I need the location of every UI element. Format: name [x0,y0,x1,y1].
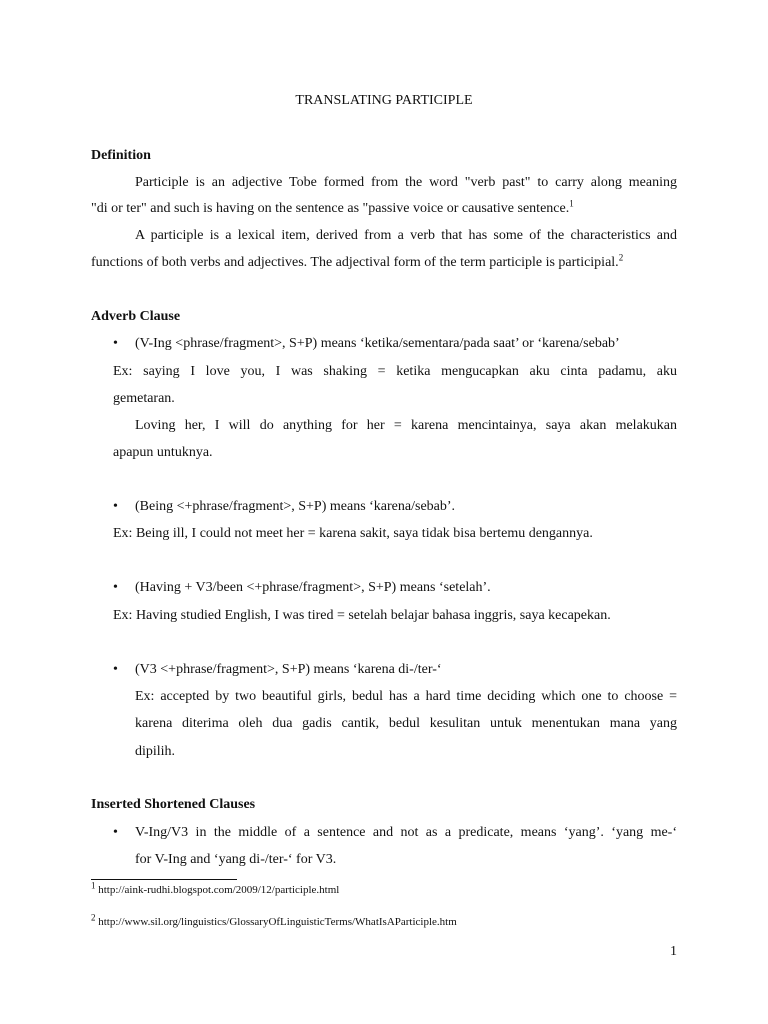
adverb-b1-example2-line2: apapun untuknya. [113,445,213,460]
page-number: 1 [670,944,677,959]
definition-p2-line1: A participle is a lexical item, derived from a verb that has some of the characteristics and [135,228,677,243]
definition-heading: Definition [91,148,151,163]
footnote-1: $^1$ http://aink-rudhi.blogspot.com/2009/12/participle.html [91,880,340,896]
adverb-b4-example-line1: Ex: accepted by two beautiful girls, bedul has a hard time deciding which one to choose = [135,689,677,704]
bullet-marker: • [113,336,118,351]
adverb-bullet-3: (Having + V3/been <+phrase/fragment>, S+P) means ‘setelah’. [135,580,491,595]
adverb-b2-example: Ex: Being ill, I could not meet her = karena sakit, saya tidak bisa bertemu dengannya. [113,526,593,541]
footnote-1-link[interactable]: http://aink-rudhi.blogspot.com/2009/12/participle.html [98,884,340,896]
bullet-marker: • [113,825,118,840]
bullet-marker: • [113,662,118,677]
definition-p1-line2: "di or ter" and such is having on the sentence as "passive voice or causative sentence.$^1$ [91,198,574,216]
adverb-bullet-2: (Being <+phrase/fragment>, S+P) means ‘karena/sebab’. [135,499,456,514]
footnote-2-link[interactable]: http://www.sil.org/linguistics/GlossaryOfLinguisticTerms/WhatIsAParticiple.htm [98,916,457,928]
adverb-bullet-1: (V-Ing <phrase/fragment>, S+P) means ‘ketika/sementara/pada saat’ or ‘karena/sebab’ [135,336,620,351]
inserted-bullet-1-line2: for V-Ing and ‘yang di-/ter-‘ for V3. [135,852,337,867]
bullet-marker: • [113,499,118,514]
adverb-b3-example: Ex: Having studied English, I was tired = setelah belajar bahasa inggris, saya kecapekan. [113,608,611,623]
definition-p1-line1: Participle is an adjective Tobe formed from the word "verb past" to carry along meaning [135,175,677,190]
adverb-b4-example-line3: dipilih. [135,744,176,759]
footnote-2: $^2$ http://www.sil.org/linguistics/GlossaryOfLinguisticTerms/WhatIsAParticiple.htm [91,912,457,928]
document-title: TRANSLATING PARTICIPLE [295,93,473,108]
inserted-bullet-1-line1: V-Ing/V3 in the middle of a sentence and not as a predicate, means ‘yang’. ‘yang me-‘ [135,825,677,840]
footnote-ref-1[interactable]: 1 [569,198,574,209]
adverb-b1-example2-line1: Loving her, I will do anything for her = karena mencintainya, saya akan melakukan [135,418,677,433]
inserted-clauses-heading: Inserted Shortened Clauses [91,797,256,812]
adverb-b4-example-line2: karena diterima oleh dua gadis cantik, bedul kesulitan untuk menentukan mana yang [135,716,677,731]
adverb-b1-example-line1: Ex: saying I love you, I was shaking = ketika mengucapkan aku cinta padamu, aku [113,364,677,379]
footnote-ref-2[interactable]: 2 [618,252,624,263]
definition-p2-line2: functions of both verbs and adjectives. The adjectival form of the term participle is participial.$^2$ [91,252,624,270]
bullet-marker: • [113,580,118,595]
adverb-bullet-4: (V3 <+phrase/fragment>, S+P) means ‘karena di-/ter-‘ [135,662,442,677]
adverb-b1-example-line2: gemetaran. [113,391,175,406]
footnote-separator [91,879,237,880]
adverb-clause-heading: Adverb Clause [91,309,181,324]
